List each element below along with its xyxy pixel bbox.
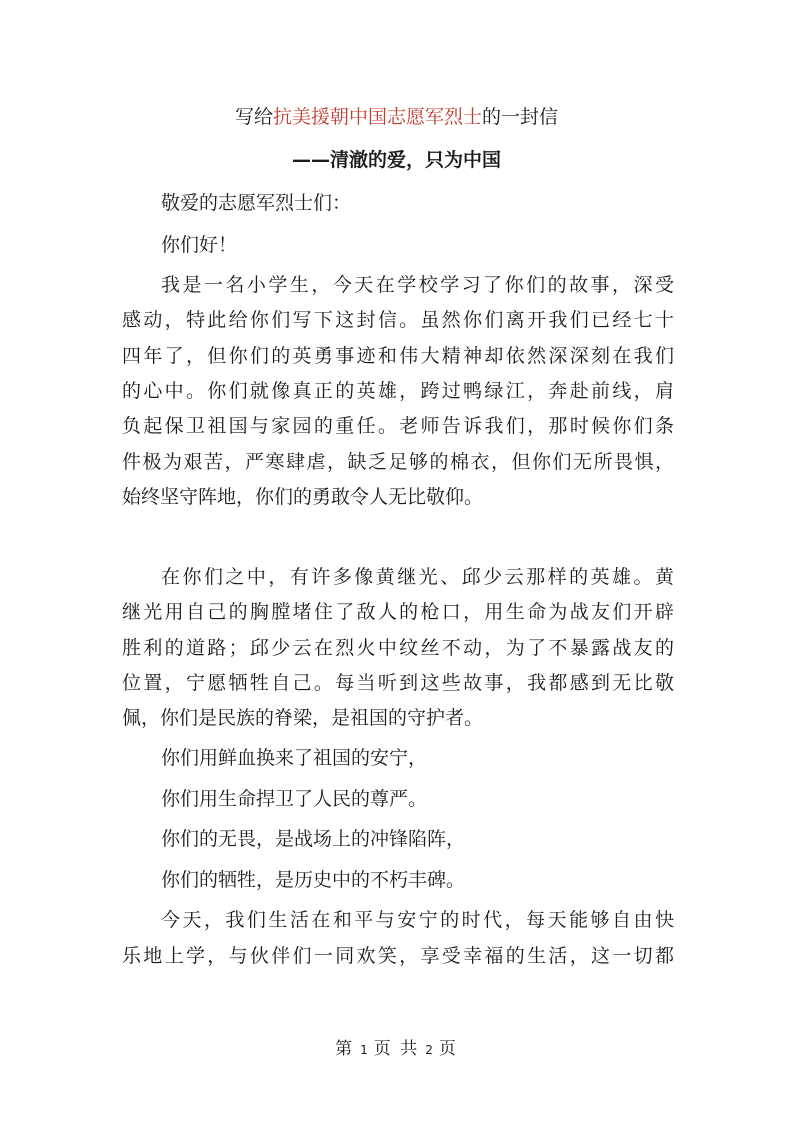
paragraph-line: 胜利的道路；邱少云在烈火中纹丝不动，为了不暴露战友的 (122, 637, 674, 659)
letter-subtitle: ——清澈的爱，只为中国 (291, 149, 501, 171)
footer-prefix: 第 (335, 1039, 355, 1059)
current-page-number: 1 (360, 1043, 368, 1057)
page-footer (0, 1037, 793, 1062)
title-suffix: 的一封信 (482, 106, 559, 128)
paragraph-line: 感动，特此给你们写下这封信。虽然你们离开我们已经七十 (122, 309, 674, 331)
footer-suffix: 页 (438, 1039, 458, 1059)
paragraph-line: 在你们之中，有许多像黄继光、邱少云那样的英雄。黄 (161, 566, 674, 588)
footer-middle: 页 共 (373, 1039, 420, 1059)
paragraph-line: 的心中。你们就像真正的英雄，跨过鸭绿江，奔赴前线，肩 (122, 380, 674, 402)
paragraph-line: 件极为艰苦，严寒肆虐，缺乏足够的棉衣，但你们无所畏惧， (122, 451, 674, 473)
paragraph-line: 乐地上学，与伙伴们一同欢笑，享受幸福的生活，这一切都 (122, 945, 674, 967)
paragraph-line: 继光用自己的胸膛堵住了敌人的枪口，用生命为战友们开辟 (122, 601, 674, 623)
verse-line: 你们用鲜血换来了祖国的安宁， (161, 747, 428, 769)
paragraph-line: 今天，我们生活在和平与安宁的时代，每天能够自由快 (161, 909, 674, 931)
title-highlight: 抗美援朝中国志愿军烈士 (272, 106, 482, 128)
paragraph-line: 位置，宁愿牺牲自己。每当听到这些故事，我都感到无比敬 (122, 672, 674, 694)
salutation: 敬爱的志愿军烈士们： (161, 192, 352, 214)
title-prefix: 写给 (234, 106, 273, 128)
verse-line: 你们的牺牲，是历史中的不朽丰碑。 (161, 869, 466, 891)
paragraph-line: 我是一名小学生，今天在学校学习了你们的故事，深受 (161, 274, 674, 296)
greeting: 你们好！ (161, 234, 238, 256)
total-pages-number: 2 (425, 1043, 433, 1057)
paragraph-line: 四年了，但你们的英勇事迹和伟大精神却依然深深刻在我们 (122, 345, 674, 367)
paragraph-line: 始终坚守阵地，你们的勇敢令人无比敬仰。 (122, 486, 484, 508)
paragraph-line: 负起保卫祖国与家园的重任。老师告诉我们，那时候你们条 (122, 415, 674, 437)
letter-title (0, 103, 793, 131)
verse-line: 你们的无畏，是战场上的冲锋陷阵， (161, 828, 466, 850)
verse-line: 你们用生命捍卫了人民的尊严。 (161, 788, 428, 810)
paragraph-line: 佩，你们是民族的脊梁，是祖国的守护者。 (122, 707, 484, 729)
